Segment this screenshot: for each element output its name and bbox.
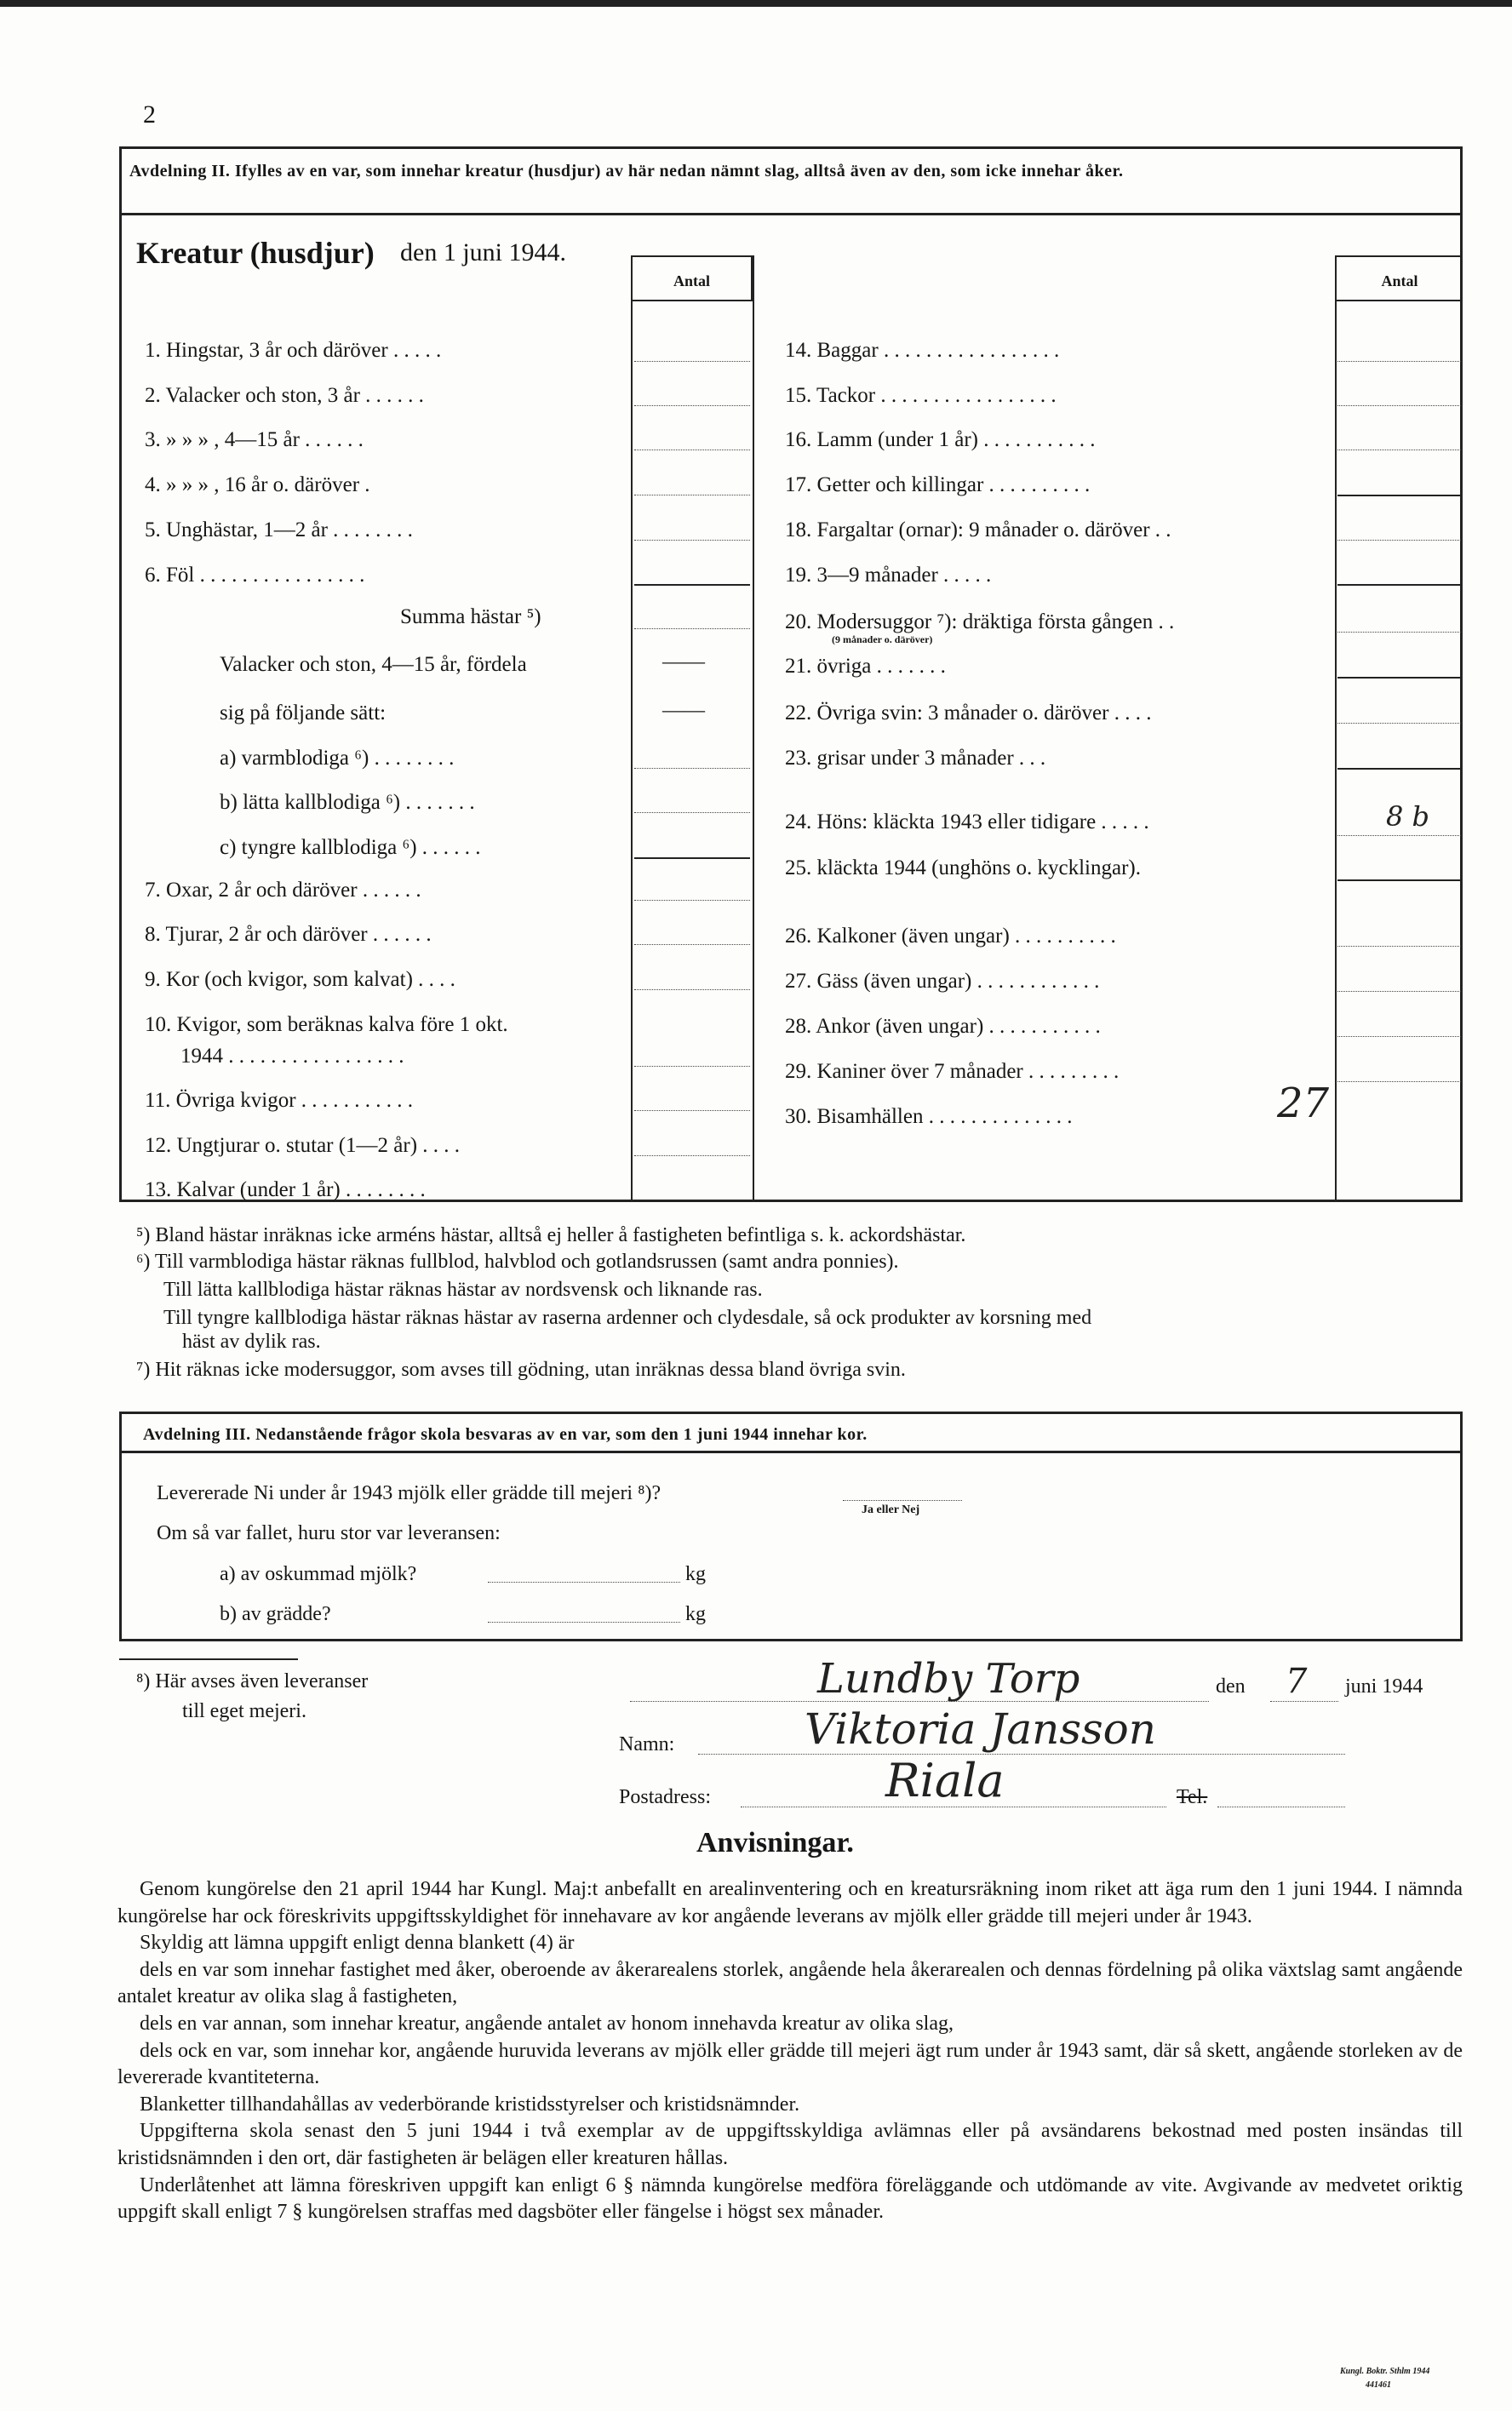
row-5: 5. Unghästar, 1—2 år . . . . . . . . bbox=[145, 518, 413, 541]
handwritten-place: Lundby Torp bbox=[817, 1655, 1080, 1703]
row-2: 2. Valacker och ston, 3 år . . . . . . bbox=[145, 384, 424, 407]
ja-nej-field[interactable] bbox=[843, 1500, 962, 1501]
antal-header-left bbox=[631, 255, 753, 301]
row-10-cont: 1944 . . . . . . . . . . . . . . . . . bbox=[180, 1045, 404, 1068]
row-11: 11. Övriga kvigor . . . . . . . . . . . bbox=[145, 1089, 414, 1112]
den-label: den bbox=[1216, 1675, 1246, 1698]
antal-cell[interactable] bbox=[1337, 405, 1461, 406]
printer-number: 441461 bbox=[1366, 2380, 1391, 2390]
footnote-8: ⁸) Här avses även leveranser bbox=[136, 1670, 369, 1692]
instr-para-5: dels ock en var, som innehar kor, angående huruvida leverans av mjölk eller grädde till mejeri ägt rum under år 1943 samt, där så skett, angående storleken av de levererade kvantiteterna. bbox=[117, 2039, 1463, 2089]
row-a: a) varmblodiga ⁶) . . . . . . . . bbox=[220, 747, 455, 770]
row-20: 20. Modersuggor ⁷): dräktiga första gången . . bbox=[785, 610, 1175, 633]
day-field[interactable] bbox=[1270, 1701, 1338, 1702]
row-15: 15. Tackor . . . . . . . . . . . . . . . . . bbox=[785, 384, 1057, 407]
antal-cell[interactable] bbox=[634, 944, 750, 945]
row-12: 12. Ungtjurar o. stutar (1—2 år) . . . . bbox=[145, 1134, 461, 1157]
antal-cell[interactable] bbox=[1337, 946, 1461, 947]
row-17: 17. Getter och killingar . . . . . . . . . . bbox=[785, 473, 1091, 496]
antal-cell[interactable] bbox=[1337, 879, 1461, 881]
row-30: 30. Bisamhällen . . . . . . . . . . . . . . bbox=[785, 1105, 1073, 1128]
antal-cell[interactable] bbox=[1337, 495, 1461, 496]
row-c: c) tyngre kallblodiga ⁶) . . . . . . bbox=[220, 836, 481, 859]
row-25: 25. kläckta 1944 (unghöns o. kycklingar). bbox=[785, 856, 1141, 879]
antal-cell[interactable] bbox=[1337, 1036, 1461, 1037]
antal-cell[interactable] bbox=[634, 405, 750, 406]
section-3-header: Avdelning III. Nedanstående frågor skola besvaras av en var, som den 1 juni 1944 innehar kor. bbox=[143, 1425, 868, 1444]
antal-cell[interactable] bbox=[1337, 584, 1461, 586]
handwritten-hons-value: 8 b bbox=[1386, 800, 1430, 833]
row-26: 26. Kalkoner (även ungar) . . . . . . . . . . bbox=[785, 925, 1116, 948]
footnote-6c: Till tyngre kallblodiga hästar räknas hästar av raserna ardenner och clydesdale, så ock produkter av korsning med bbox=[163, 1307, 1092, 1329]
instr-para-8: Underlåtenhet att lämna föreskriven uppgift kan enligt 6 § nämnda kungörelse medföra föreläggande och utdömande av vite. Avgivande av medvetet oriktig uppgift skall enligt 7 § kungörelsen straffas med dagsböter eller fängelse i högst sex månader. bbox=[117, 2173, 1463, 2224]
row-4: 4. » » » , 16 år o. däröver . bbox=[145, 473, 370, 496]
kreatur-date: den 1 juni 1944. bbox=[400, 238, 566, 266]
ja-nej-label: Ja eller Nej bbox=[862, 1503, 920, 1516]
question-mejeri: Levererade Ni under år 1943 mjölk eller grädde till mejeri ⁸)? bbox=[157, 1482, 662, 1504]
question-mjolk: a) av oskummad mjölk? bbox=[220, 1563, 417, 1585]
antal-cell[interactable] bbox=[634, 1066, 750, 1067]
row-22: 22. Övriga svin: 3 månader o. däröver . . . . bbox=[785, 702, 1152, 724]
antal-cell[interactable] bbox=[1337, 632, 1461, 633]
footnote-5: ⁵) Bland hästar inräknas icke arméns hästar, alltså ej heller å fastigheten befintliga s. k. ackordshästar. bbox=[136, 1224, 966, 1246]
row-9: 9. Kor (och kvigor, som kalvat) . . . . bbox=[145, 968, 455, 991]
question-leverans: Om så var fallet, huru stor var leveransen: bbox=[157, 1522, 501, 1544]
row-summa: Summa hästar ⁵) bbox=[400, 605, 541, 628]
handwritten-name: Viktoria Jansson bbox=[805, 1704, 1156, 1754]
name-label: Namn: bbox=[619, 1733, 675, 1755]
antal-cell[interactable] bbox=[634, 857, 750, 859]
section-2-header: Avdelning II. Ifylles av en var, som innehar kreatur (husdjur) av här nedan nämnt slag, alltså även av den, som icke innehar åker. bbox=[129, 162, 1124, 180]
footnote-6d: häst av dylik ras. bbox=[182, 1331, 321, 1353]
divider bbox=[119, 213, 1463, 215]
row-13: 13. Kalvar (under 1 år) . . . . . . . . bbox=[145, 1178, 426, 1201]
antal-label-right: Antal bbox=[1381, 272, 1418, 289]
antal-cell[interactable] bbox=[1337, 1081, 1461, 1082]
antal-cell[interactable] bbox=[634, 989, 750, 990]
antal-cell[interactable] bbox=[1337, 768, 1461, 770]
divider bbox=[119, 1451, 1463, 1453]
top-border-line bbox=[0, 0, 1512, 7]
antal-cell[interactable] bbox=[634, 768, 750, 769]
row-10: 10. Kvigor, som beräknas kalva före 1 okt. bbox=[145, 1013, 508, 1036]
instr-para-7: Uppgifterna skola senast den 5 juni 1944 i två exemplar av de uppgiftsskyldiga avlämnas eller på avsändarens bekostnad med posten insändas till kristidsnämnden i den ort, där fastigheten är belägen eller kreaturen hållas. bbox=[117, 2120, 1463, 2169]
antal-cell[interactable] bbox=[1337, 677, 1461, 679]
row-14: 14. Baggar . . . . . . . . . . . . . . . . . bbox=[785, 339, 1060, 362]
row-29: 29. Kaniner över 7 månader . . . . . . . . . bbox=[785, 1060, 1120, 1083]
month-year: juni 1944 bbox=[1345, 1675, 1423, 1698]
gradde-kg-field[interactable] bbox=[488, 1622, 680, 1623]
handwritten-day: 7 bbox=[1286, 1662, 1308, 1701]
right-antal-col-line bbox=[1335, 301, 1337, 1202]
footnote-8-rule bbox=[119, 1658, 298, 1660]
row-19: 19. 3—9 månader . . . . . bbox=[785, 564, 992, 587]
antal-cell[interactable] bbox=[1337, 991, 1461, 992]
unit-kg-b: kg bbox=[685, 1603, 706, 1625]
antal-label-left: Antal bbox=[673, 272, 710, 289]
row-satt: sig på följande sätt: bbox=[220, 702, 387, 724]
page-number: 2 bbox=[143, 100, 156, 129]
antal-cell[interactable] bbox=[1337, 835, 1461, 836]
modersuggor-note: (9 månader o. däröver) bbox=[832, 633, 933, 645]
antal-cell[interactable] bbox=[634, 812, 750, 813]
instr-para-3: dels en var som innehar fastighet med åker, oberoende av åkerarealens storlek, angående hela åkerarealen och dennas fördelning på olika växtslag samt angående antalet kreatur av olika slag å fastigheten, bbox=[117, 1958, 1463, 2008]
antal-cell[interactable] bbox=[634, 361, 750, 362]
instr-para-6: Blanketter tillhandahållas av vederbörande kristidsstyrelser och kristidsnämnder. bbox=[140, 2093, 800, 2116]
row-7: 7. Oxar, 2 år och däröver . . . . . . bbox=[145, 879, 421, 902]
row-21: 21. övriga . . . . . . . bbox=[785, 655, 946, 678]
footnote-6: ⁶) Till varmblodiga hästar räknas fullblod, halvblod och gotlandsrussen (samt andra ponnies). bbox=[136, 1251, 899, 1273]
tel-label: Tel. bbox=[1177, 1786, 1208, 1808]
antal-cell[interactable] bbox=[634, 540, 750, 541]
instr-para-4: dels en var annan, som innehar kreatur, angående antalet av honom innehavda kreatur av olika slag, bbox=[140, 2012, 954, 2035]
handwritten-address: Riala bbox=[885, 1754, 1005, 1807]
instructions-title: Anvisningar. bbox=[696, 1827, 854, 1858]
row-1: 1. Hingstar, 3 år och däröver . . . . . bbox=[145, 339, 442, 362]
handwritten-bisam-value: 27 bbox=[1277, 1080, 1330, 1127]
row-fordela: Valacker och ston, 4—15 år, fördela bbox=[220, 653, 527, 676]
antal-cell[interactable] bbox=[634, 900, 750, 901]
row-6: 6. Föl . . . . . . . . . . . . . . . . bbox=[145, 564, 365, 587]
row-27: 27. Gäss (även ungar) . . . . . . . . . . . . bbox=[785, 970, 1100, 993]
question-gradde: b) av grädde? bbox=[220, 1603, 331, 1625]
name-field[interactable] bbox=[698, 1754, 1345, 1755]
row-8: 8. Tjurar, 2 år och däröver . . . . . . bbox=[145, 923, 432, 946]
footnote-7: ⁷) Hit räknas icke modersuggor, som avses till gödning, utan inräknas dessa bland övriga svin. bbox=[136, 1359, 906, 1381]
antal-cell[interactable] bbox=[1337, 361, 1461, 362]
printer-mark: Kungl. Boktr. Sthlm 1944 bbox=[1340, 2367, 1430, 2376]
row-28: 28. Ankor (även ungar) . . . . . . . . . . . bbox=[785, 1015, 1101, 1038]
unit-kg-a: kg bbox=[685, 1563, 706, 1585]
antal-header-right bbox=[1335, 255, 1463, 301]
mjolk-kg-field[interactable] bbox=[488, 1582, 680, 1583]
antal-cell[interactable] bbox=[1337, 723, 1461, 724]
middle-col-line bbox=[753, 255, 754, 1202]
instr-para-2: Skyldig att lämna uppgift enligt denna blankett (4) är bbox=[140, 1932, 575, 1955]
left-antal-col-line bbox=[631, 301, 633, 1202]
row-24: 24. Höns: kläckta 1943 eller tidigare . . . . . bbox=[785, 810, 1149, 833]
antal-cell[interactable] bbox=[634, 1155, 750, 1156]
row-b: b) lätta kallblodiga ⁶) . . . . . . . bbox=[220, 791, 475, 814]
antal-cell[interactable] bbox=[634, 1110, 750, 1111]
row-3: 3. » » » , 4—15 år . . . . . . bbox=[145, 428, 364, 451]
kreatur-title: Kreatur (husdjur) bbox=[136, 236, 375, 270]
row-23: 23. grisar under 3 månader . . . bbox=[785, 747, 1046, 770]
instructions-body bbox=[117, 1876, 1463, 2226]
dash-fordela: —— bbox=[662, 650, 705, 673]
instr-para-1: Genom kungörelse den 21 april 1944 har Kungl. Maj:t anbefallt en arealinventering och en kreatursräkning inom riket att äga rum den 1 juni 1944. I nämnda kungörelse har ock föreskrivits uppgiftsskyldighet för innehavare av kor angående leverans av mjölk eller grädde till mejeri under år 1943. bbox=[117, 1878, 1463, 1927]
row-16: 16. Lamm (under 1 år) . . . . . . . . . . . bbox=[785, 428, 1096, 451]
antal-cell[interactable] bbox=[1337, 540, 1461, 541]
antal-cell-summa[interactable] bbox=[634, 628, 750, 629]
footnote-6b: Till lätta kallblodiga hästar räknas hästar av nordsvensk och liknande ras. bbox=[163, 1279, 763, 1301]
row-18: 18. Fargaltar (ornar): 9 månader o. däröver . . bbox=[785, 518, 1171, 541]
footnote-8b: till eget mejeri. bbox=[182, 1700, 306, 1722]
dash-satt: —— bbox=[662, 699, 705, 722]
address-label: Postadress: bbox=[619, 1786, 711, 1808]
antal-cell[interactable] bbox=[634, 584, 750, 586]
